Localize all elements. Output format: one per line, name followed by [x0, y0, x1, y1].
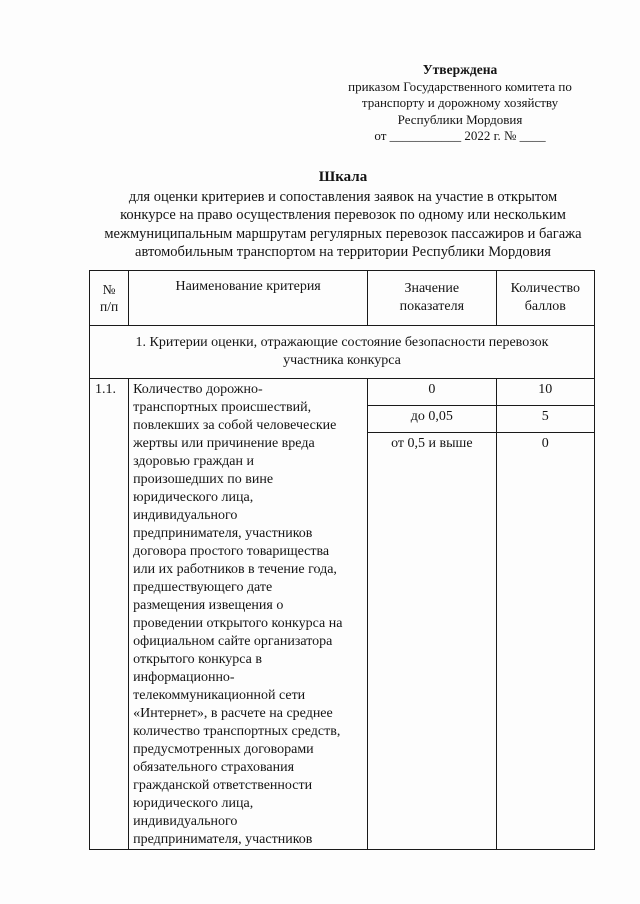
indicator-value: от 0,5 и выше: [368, 433, 497, 850]
document-subtitle-line: автомобильным транспортом на территории Республики Мордовия: [135, 244, 551, 260]
header-score-line: Количество: [510, 281, 580, 296]
criterion-line: обязательного страхования: [133, 760, 295, 775]
criterion-description: [129, 379, 368, 850]
criterion-line: транспортных происшествий,: [133, 400, 312, 415]
header-number: [90, 271, 129, 326]
criterion-line: здоровью граждан и: [133, 454, 254, 469]
criterion-line: предпринимателя, участников: [133, 526, 313, 541]
header-criterion-name: [129, 271, 368, 326]
document-subtitle-line: межмуниципальным маршрутам регулярных перевозок пассажиров и багажа: [104, 225, 582, 242]
criterion-line: предпринимателя, участников: [133, 832, 313, 847]
criterion-line: индивидуального: [133, 814, 238, 829]
row-number: 1.1.: [90, 379, 129, 850]
header-number-line: п/п: [99, 299, 119, 314]
score-value: 10: [496, 379, 594, 406]
approval-block: [330, 62, 590, 145]
criterion-line: телекоммуникационной сети: [133, 688, 306, 703]
criterion-line: предшествующего дате: [133, 580, 273, 595]
criterion-line: жертвы или причинение вреда: [133, 436, 315, 451]
criterion-line: индивидуального: [133, 508, 238, 523]
document-subtitle-line: для оценки критериев и сопоставления заявок на участие в открытом: [128, 188, 558, 205]
document-subtitle-line: конкурсе на право осуществления перевозок по одному или нескольким: [120, 207, 566, 223]
document-title: Шкала: [318, 169, 368, 185]
criterion-line: открытого конкурса в: [133, 652, 263, 667]
approval-line: Республики Мордовия: [397, 111, 523, 127]
criterion-line: размещения извещения о: [133, 598, 284, 613]
criterion-line: договора простого товарищества: [133, 544, 330, 559]
criterion-line: повлекших за собой человеческие: [133, 418, 337, 433]
section-title: 1. Критерии оценки, отражающие состояние безопасности перевозок участника конкурса: [90, 326, 595, 379]
indicator-value: до 0,05: [368, 406, 497, 433]
header-number-line: №: [102, 282, 116, 297]
table-header-row: [90, 271, 595, 326]
criterion-line: юридического лица,: [133, 796, 254, 811]
header-criterion-name-text: Наименование критерия: [175, 279, 321, 294]
approval-title: Утверждена: [422, 62, 498, 77]
criterion-line: гражданской ответственности: [133, 778, 313, 793]
criterion-line: юридического лица,: [133, 490, 254, 505]
header-score: [496, 271, 594, 326]
score-value: 0: [496, 433, 594, 850]
table-row: [90, 379, 595, 406]
header-score-line: баллов: [524, 299, 566, 314]
criterion-line: Количество дорожно-: [133, 382, 263, 397]
header-indicator-value-line: показателя: [399, 299, 465, 314]
approval-date-line: от ___________ 2022 г. № ____: [374, 128, 546, 143]
criterion-line: проведении открытого конкурса на: [133, 616, 343, 631]
criterion-line: предусмотренных договорами: [133, 742, 314, 757]
header-indicator-value-line: Значение: [404, 281, 460, 296]
approval-line: приказом Государственного комитета по: [348, 78, 572, 94]
header-indicator-value: [368, 271, 497, 326]
criterion-line: или их работников в течение года,: [133, 562, 337, 577]
score-value: 5: [496, 406, 594, 433]
approval-line: транспорту и дорожному хозяйству: [361, 95, 559, 110]
criterion-line: «Интернет», в расчете на среднее: [133, 706, 333, 721]
criterion-line: количество транспортных средств,: [133, 724, 341, 739]
criteria-table: [89, 270, 595, 850]
section-row: [90, 326, 595, 379]
criterion-line: официальном сайте организатора: [133, 634, 333, 649]
criterion-line: информационно-: [133, 670, 235, 685]
document-title-block: [88, 168, 598, 262]
indicator-value: 0: [368, 379, 497, 406]
criterion-line: произошедших по вине: [133, 472, 274, 487]
